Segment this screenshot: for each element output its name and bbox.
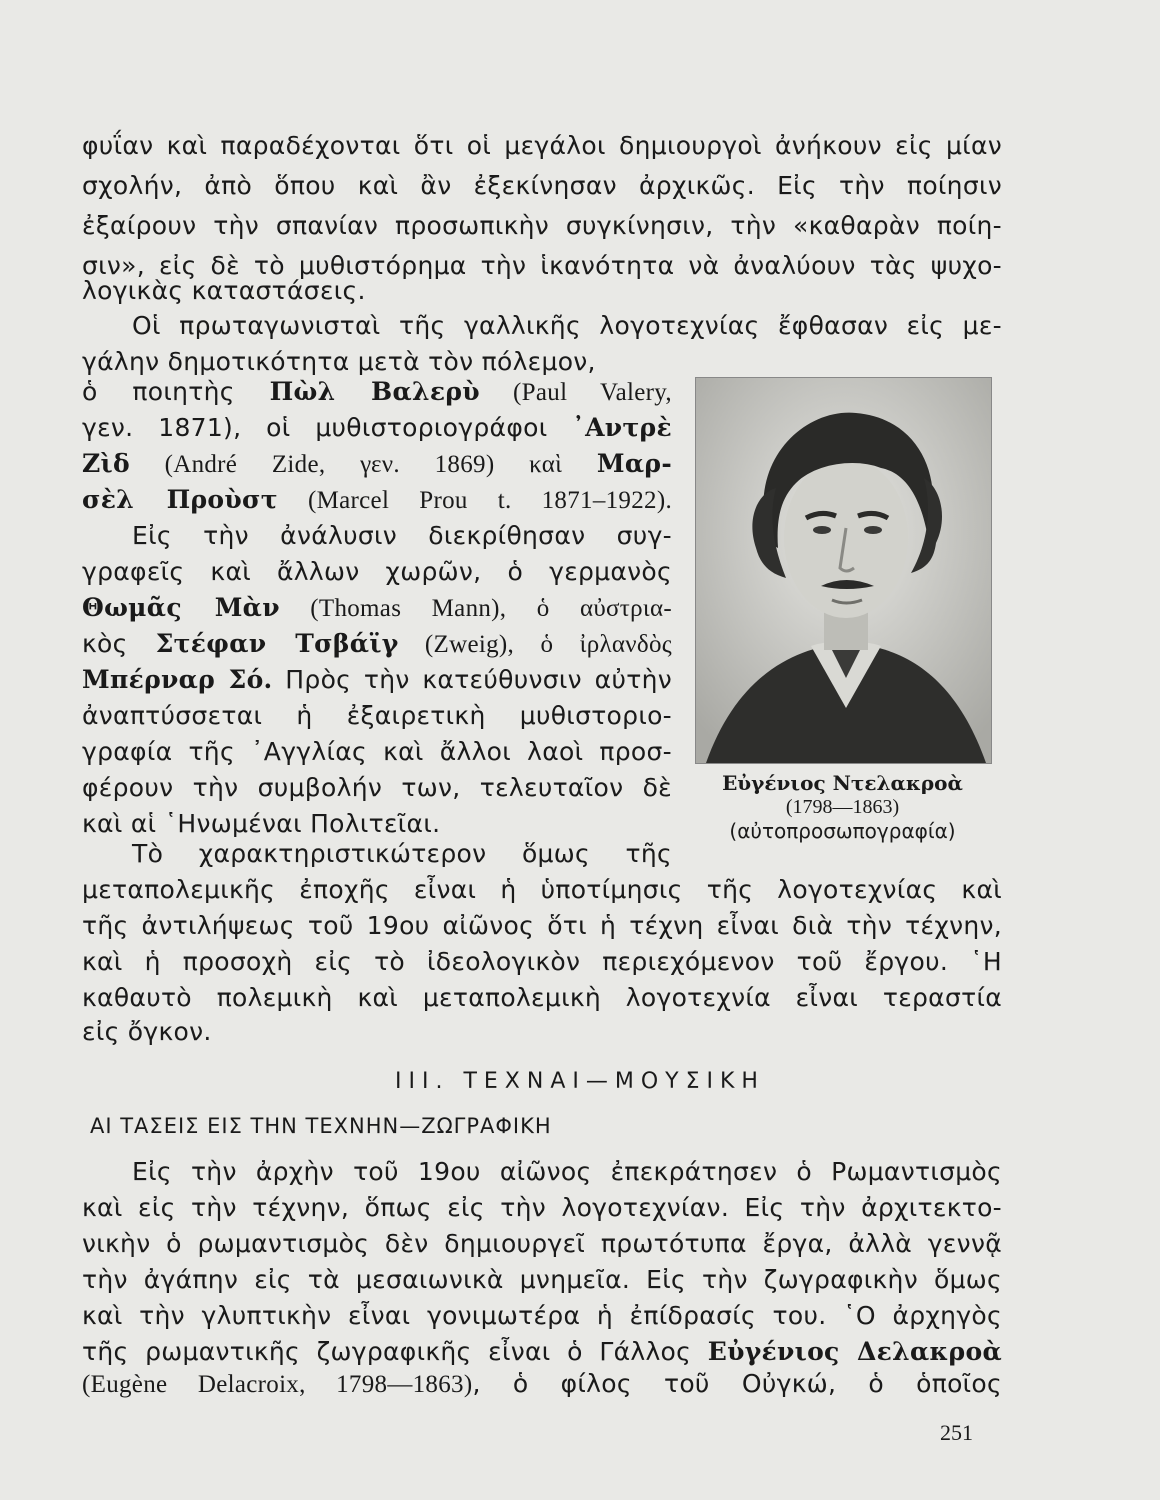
subsection-title: ΑΙ ΤΑΣΕΙΣ ΕΙΣ ΤΗΝ ΤΕΧΝΗΝ—ΖΩΓΡΑΦΙΚΗ (90, 1114, 552, 1138)
text-line: Τὸ χαρακτηριστικώτερον ὅμως τῆς (132, 839, 672, 868)
text-line: γραφεῖς καὶ ἄλλων χωρῶν, ὁ γερμανὸς (82, 557, 672, 586)
text-span: ὁ ποιητὴς (82, 377, 270, 406)
text-line: καὶ αἱ ῾Ηνωμέναι Πολιτεῖαι. (82, 809, 441, 838)
text-line: καθαυτὸ πολεμικὴ καὶ μεταπολεμικὴ λογοτεχνία εἶναι τεραστία (82, 983, 1002, 1012)
text-line (82, 372, 672, 413)
page-number: 251 (940, 1420, 973, 1445)
text-line (82, 444, 672, 485)
text-span: (Zweig), ὁ ἰρλανδὸς (398, 631, 672, 658)
text-line: τῆς ἀντιλήψεως τοῦ 19ου αἰῶνος ὅτι ἡ τέχνη εἶναι διὰ τὴν τέχνην, (82, 911, 1002, 940)
portrait-image (695, 377, 992, 764)
caption-note: (αὐτοπροσωπογραφία) (729, 819, 956, 843)
text-line: εἰς ὄγκον. (82, 1017, 212, 1046)
text-span: Πρὸς τὴν κατεύθυνσιν αὐτὴν (272, 665, 672, 694)
text-line: σιν», εἰς δὲ τὸ μυθιστόρημα τὴν ἱκανότητα νὰ ἀναλύουν τὰς ψυχο- (82, 251, 1002, 280)
text-line: Εἰς τὴν ἀνάλυσιν διεκρίθησαν συγ- (132, 521, 672, 550)
text-line: καὶ ἡ προσοχὴ εἰς τὸ ἰδεολογικὸν περιεχόμενον τοῦ ἔργου. ῾Η (82, 947, 1002, 976)
text-line: γάλην δημοτικότητα μετὰ τὸν πόλεμον, (82, 347, 596, 376)
name-bold: Θωμᾶς Μὰν (82, 593, 280, 622)
name-bold: Μπέρναρ Σό. (82, 665, 273, 694)
text-span: , ὁ φίλος τοῦ Οὐγκώ, ὁ ὁποῖος (472, 1369, 1002, 1398)
text-span: (Paul Valery, (479, 379, 672, 406)
name-bold: Εὐγένιος Δελακροὰ (707, 1337, 1002, 1366)
text-line: γραφία τῆς ᾿Αγγλίας καὶ ἄλλοι λαοὶ προσ- (82, 737, 672, 766)
text-span: τῆς ρωμαντικῆς ζωγραφικῆς εἶναι ὁ Γάλλος (82, 1337, 708, 1366)
name-bold: Μαρ- (596, 449, 672, 478)
text-line (82, 480, 672, 521)
text-line (82, 588, 672, 629)
text-line: ἐξαίρουν τὴν σπανίαν προσωπικὴν συγκίνησιν, τὴν «καθαρὰν ποίη- (82, 211, 1002, 240)
text-span: γεν. 1871), οἱ μυθιστοριογράφοι (82, 413, 573, 442)
name-bold: Ζὶδ (82, 449, 130, 478)
text-span: (André Zide, γεν. 1869) καὶ (129, 451, 597, 478)
text-span: κὸς (82, 629, 156, 658)
text-span: (Eugène Delacroix, 1798—1863) (82, 1371, 473, 1398)
text-line: καὶ τὴν γλυπτικὴν εἶναι γονιμωτέρα ἡ ἐπίδρασίς του. ῾Ο ἀρχηγὸς (82, 1301, 1002, 1330)
portrait-illustration (696, 378, 991, 763)
caption-dates: (1798—1863) (785, 796, 900, 818)
text-line: μεταπολεμικῆς ἐποχῆς εἶναι ἡ ὑποτίμησις τῆς λογοτεχνίας καὶ (82, 875, 1002, 904)
section-title: III. ΤΕΧΝΑΙ—ΜΟΥΣΙΚΗ (395, 1069, 765, 1094)
text-line: ἀναπτύσσεται ἡ ἐξαιρετικὴ μυθιστοριο- (82, 701, 672, 730)
text-line: νικὴν ὁ ρωμαντισμὸς δὲν δημιουργεῖ πρωτότυπα ἔργα, ἀλλὰ γεννᾷ (82, 1229, 1002, 1258)
text-line (82, 1364, 1002, 1405)
text-line: λογικὰς καταστάσεις. (82, 276, 366, 305)
text-line: Εἰς τὴν ἀρχὴν τοῦ 19ου αἰῶνος ἐπεκράτησεν ὁ Ρωμαντισμὸς (132, 1157, 1002, 1186)
text-line (82, 408, 672, 448)
text-line: σχολήν, ἀπὸ ὅπου καὶ ἂν ἐξεκίνησαν ἀρχικῶς. Εἰς τὴν ποίησιν (82, 171, 1002, 200)
text-span: (Thomas Mann), ὁ αὐστρια- (279, 595, 672, 622)
text-line: φυΐαν καὶ παραδέχονται ὅτι οἱ μεγάλοι δημιουργοὶ ἀνήκουν εἰς μίαν (82, 131, 1002, 160)
name-bold: ᾿Αντρὲ (572, 413, 672, 442)
text-line: Οἱ πρωταγωνισταὶ τῆς γαλλικῆς λογοτεχνίας ἔφθασαν εἰς με- (132, 311, 1002, 340)
name-bold: Πὼλ Βαλερὺ (269, 377, 480, 406)
caption-name: Εὐγένιος Ντελακροὰ (722, 771, 963, 795)
text-line (82, 660, 672, 700)
text-span: (Marcel Prou t. 1871–1922). (277, 487, 673, 514)
name-bold: σὲλ Προὺστ (82, 485, 278, 514)
text-line (82, 624, 672, 665)
text-line: φέρουν τὴν συμβολήν των, τελευταῖον δὲ (82, 773, 672, 802)
name-bold: Στέφαν Τσβάϊγ (155, 629, 399, 658)
text-line: τὴν ἀγάπην εἰς τὰ μεσαιωνικὰ μνημεῖα. Εἰς τὴν ζωγραφικὴν ὅμως (82, 1265, 1002, 1294)
text-line: καὶ εἰς τὴν τέχνην, ὅπως εἰς τὴν λογοτεχνίαν. Εἰς τὴν ἀρχιτεκτο- (82, 1193, 1002, 1222)
